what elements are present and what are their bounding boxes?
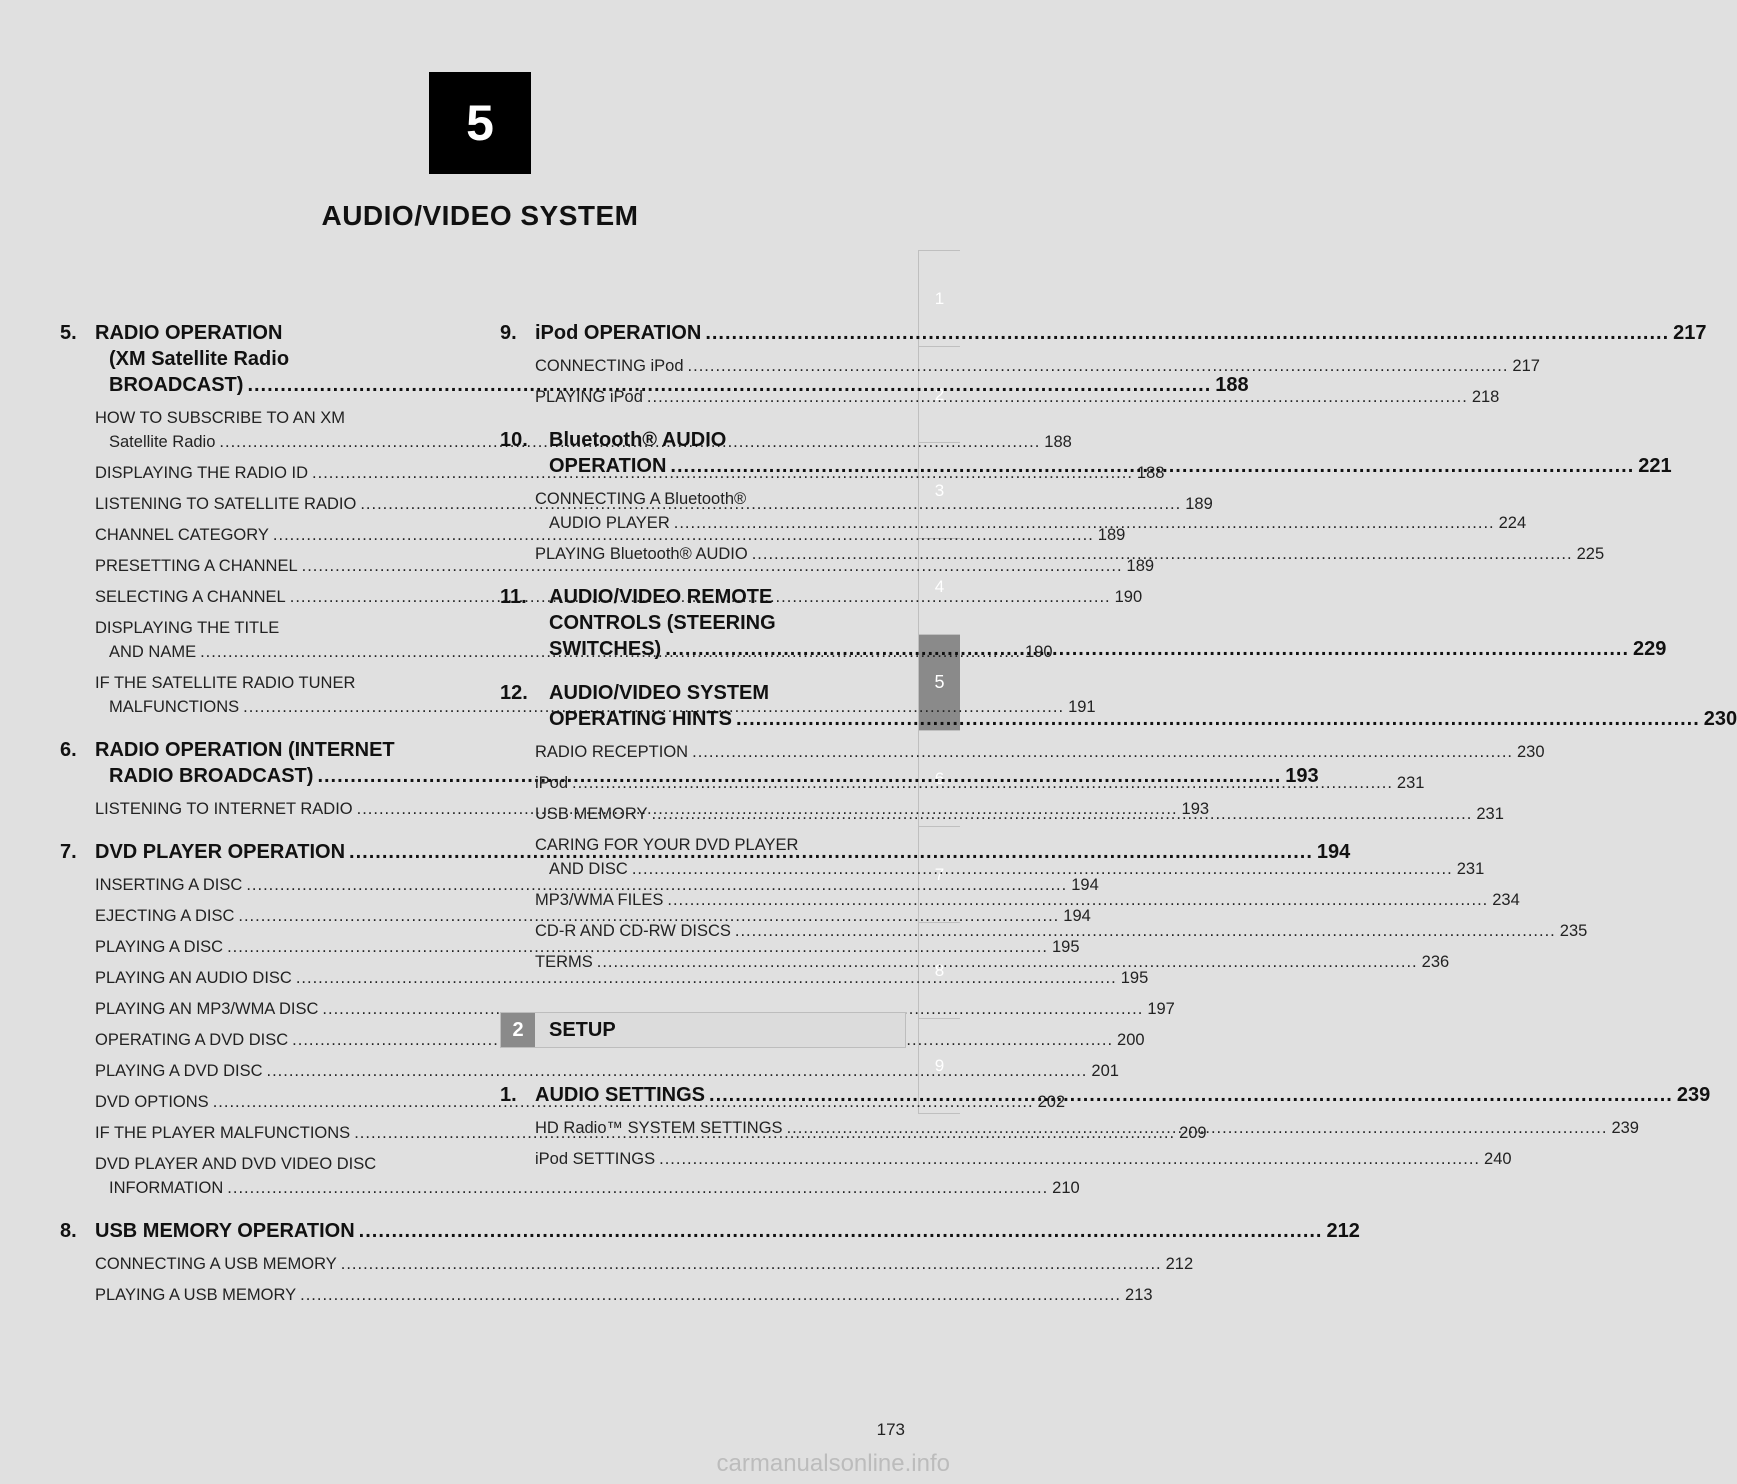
toc-entry-title: SWITCHES) bbox=[549, 638, 662, 660]
toc-leader-row bbox=[95, 1176, 1080, 1200]
chapter-tab-9: 9 bbox=[918, 1018, 960, 1114]
dot-leader bbox=[359, 1220, 1323, 1242]
toc-page-ref: 218 bbox=[1471, 388, 1500, 406]
toc-entry-title: USB MEMORY bbox=[535, 805, 648, 823]
section-number: 5. bbox=[60, 322, 77, 344]
chapter-title: AUDIO/VIDEO SYSTEM bbox=[321, 200, 639, 231]
toc-entry-title: PLAYING A DVD DISC bbox=[95, 1062, 263, 1080]
toc-leader-row bbox=[95, 873, 1099, 897]
toc-entry-title: CONNECTING A USB MEMORY bbox=[95, 1255, 337, 1273]
toc-section bbox=[60, 1218, 1360, 1307]
toc-page-ref: 239 bbox=[1611, 1119, 1639, 1137]
dot-leader bbox=[787, 1116, 1608, 1140]
section-items bbox=[60, 1252, 1194, 1307]
toc-entry-title: LISTENING TO SATELLITE RADIO bbox=[95, 495, 357, 513]
toc-entry-title: DVD OPTIONS bbox=[95, 1093, 209, 1111]
toc-page-ref: 188 bbox=[1136, 464, 1165, 482]
toc-entry-title: AND DISC bbox=[549, 860, 628, 878]
section-number: 8. bbox=[60, 1220, 77, 1242]
chapter-tab-3: 3 bbox=[918, 442, 960, 538]
section-heading-line: RADIO OPERATION bbox=[95, 322, 283, 344]
toc-entry-title: INSERTING A DISC bbox=[95, 876, 243, 894]
toc-entry-title: PLAYING Bluetooth® AUDIO bbox=[535, 545, 748, 563]
toc-page-ref: 230 bbox=[1517, 743, 1545, 761]
toc-entry-title: LISTENING TO INTERNET RADIO bbox=[95, 800, 353, 818]
toc-page-ref: 240 bbox=[1484, 1150, 1512, 1168]
toc-entry-first-line: IF THE SATELLITE RADIO TUNER bbox=[95, 674, 356, 692]
toc-entry-title: INFORMATION bbox=[109, 1179, 224, 1197]
toc-entry-title: PLAYING A DISC bbox=[95, 938, 224, 956]
toc-entry-title: OPERATION bbox=[549, 455, 667, 477]
toc-entry-title: CD-R AND CD-RW DISCS bbox=[535, 922, 731, 940]
toc-page-ref: 188 bbox=[1215, 374, 1249, 396]
toc-entry-title: iPod OPERATION bbox=[535, 322, 702, 344]
chapter-tab-6: 6 bbox=[918, 730, 960, 826]
toc-page-ref: 212 bbox=[1165, 1255, 1194, 1273]
chapter-tab-2: 2 bbox=[918, 346, 960, 442]
chapter-tab-7: 7 bbox=[918, 826, 960, 922]
toc-page-ref: 195 bbox=[1120, 969, 1149, 987]
toc-leader-row bbox=[535, 857, 1485, 881]
section-number: 6. bbox=[60, 739, 77, 761]
toc-leader-row bbox=[95, 1218, 1360, 1244]
toc-page-ref: 217 bbox=[1512, 357, 1540, 375]
section-number: 1. bbox=[500, 1084, 517, 1106]
section-heading bbox=[60, 1218, 1360, 1244]
section-number: 12. bbox=[500, 682, 528, 704]
toc-leader-row bbox=[535, 950, 1450, 974]
toc-entry bbox=[95, 1252, 1194, 1276]
toc-entry-first-line: DVD PLAYER AND DVD VIDEO DISC bbox=[95, 1155, 377, 1173]
toc-entry-title: PLAYING iPod bbox=[535, 388, 643, 406]
toc-entry bbox=[95, 904, 1091, 928]
toc-leader-row bbox=[95, 1059, 1119, 1083]
toc-page-ref: 235 bbox=[1559, 922, 1588, 940]
toc-entry bbox=[535, 740, 1545, 764]
toc-page-ref: 200 bbox=[1117, 1031, 1145, 1049]
setup-number-badge: 2 bbox=[501, 1013, 535, 1047]
toc-entry-title: USB MEMORY OPERATION bbox=[95, 1220, 355, 1242]
toc-entry bbox=[535, 950, 1450, 974]
dot-leader bbox=[651, 802, 1472, 826]
toc-page-ref: 189 bbox=[1185, 495, 1213, 513]
chapter-tab-1: 1 bbox=[918, 250, 960, 346]
toc-page-ref: 194 bbox=[1316, 841, 1351, 863]
dot-leader bbox=[341, 1252, 1162, 1276]
toc-leader-row bbox=[535, 354, 1540, 378]
toc-entry-title: OPERATING A DVD DISC bbox=[95, 1031, 289, 1049]
toc-entry-title: OPERATING HINTS bbox=[549, 708, 732, 730]
dot-leader bbox=[647, 385, 1468, 409]
dot-leader bbox=[705, 322, 1669, 344]
toc-entry bbox=[535, 919, 1588, 943]
toc-page-ref: 239 bbox=[1676, 1084, 1711, 1106]
dot-leader bbox=[572, 771, 1393, 795]
toc-entry-title: TERMS bbox=[535, 953, 593, 971]
toc-entry-title: PLAYING AN AUDIO DISC bbox=[95, 969, 292, 987]
toc-page-ref: 236 bbox=[1421, 953, 1450, 971]
toc-entry bbox=[95, 997, 1175, 1021]
toc-page-ref: 189 bbox=[1126, 557, 1155, 575]
toc-page-ref: 212 bbox=[1326, 1220, 1360, 1242]
toc-entry bbox=[95, 1283, 1153, 1307]
toc-page-ref: 221 bbox=[1638, 455, 1672, 477]
toc-entry-title: AUDIO PLAYER bbox=[549, 514, 670, 532]
toc-page-ref: 229 bbox=[1633, 638, 1667, 660]
section-heading bbox=[500, 320, 1707, 346]
watermark: carmanualsonline.info bbox=[716, 1450, 950, 1477]
setup-section-header bbox=[500, 1012, 906, 1048]
section-number: 7. bbox=[60, 841, 77, 863]
toc-page-ref: 193 bbox=[1181, 800, 1210, 818]
dot-leader bbox=[736, 708, 1700, 730]
dot-leader bbox=[632, 857, 1453, 881]
section-heading-line: Bluetooth® AUDIO bbox=[549, 429, 727, 451]
toc-entry-title: BROADCAST) bbox=[109, 374, 244, 396]
toc-page-ref: 189 bbox=[1097, 526, 1126, 544]
toc-leader-row bbox=[535, 320, 1707, 346]
toc-entry bbox=[535, 354, 1540, 378]
toc-entry-title: RADIO BROADCAST) bbox=[109, 765, 314, 787]
section-heading-line: CONTROLS (STEERING bbox=[549, 612, 776, 634]
toc-leader-row bbox=[95, 904, 1091, 928]
toc-leader-row bbox=[95, 935, 1080, 959]
toc-entry-title: EJECTING A DISC bbox=[95, 907, 235, 925]
toc-entry-title: PLAYING AN MP3/WMA DISC bbox=[95, 1000, 319, 1018]
toc-entry bbox=[95, 966, 1149, 990]
toc-page-ref: 190 bbox=[1114, 588, 1143, 606]
toc-entry-first-line: CARING FOR YOUR DVD PLAYER bbox=[535, 836, 799, 854]
dot-leader bbox=[692, 740, 1513, 764]
section-heading-line: RADIO OPERATION (INTERNET bbox=[95, 739, 395, 761]
toc-leader-row bbox=[95, 1283, 1153, 1307]
dot-leader bbox=[688, 354, 1509, 378]
dot-leader bbox=[670, 455, 1634, 477]
dot-leader bbox=[752, 542, 1573, 566]
toc-page-ref: 234 bbox=[1492, 891, 1520, 909]
toc-entry bbox=[535, 1147, 1512, 1171]
section-heading-line: AUDIO/VIDEO REMOTE bbox=[549, 586, 773, 608]
toc-page-ref: 191 bbox=[1068, 698, 1096, 716]
toc-page-ref: 230 bbox=[1703, 708, 1737, 730]
toc-page-ref: 193 bbox=[1285, 765, 1319, 787]
toc-page-ref: 224 bbox=[1498, 514, 1527, 532]
section-heading-line: AUDIO/VIDEO SYSTEM bbox=[549, 682, 770, 704]
dot-leader bbox=[665, 638, 1629, 660]
toc-page-ref: 213 bbox=[1125, 1286, 1153, 1304]
chapter-tab-4: 4 bbox=[918, 538, 960, 634]
toc-leader-row bbox=[535, 888, 1520, 912]
toc-entry bbox=[95, 935, 1080, 959]
toc-leader-row bbox=[535, 740, 1545, 764]
toc-page-ref: 217 bbox=[1673, 322, 1707, 344]
page-number: 173 bbox=[876, 1420, 905, 1439]
section-number: 10. bbox=[500, 429, 528, 451]
toc-page-ref: 195 bbox=[1051, 938, 1080, 956]
toc-entry-title: iPod bbox=[535, 774, 569, 792]
toc-page-ref: 190 bbox=[1024, 643, 1053, 661]
chapter-number-badge: 5 bbox=[429, 72, 531, 174]
toc-page-ref: 231 bbox=[1476, 805, 1504, 823]
dot-leader bbox=[597, 950, 1418, 974]
toc-entry-title: PRESETTING A CHANNEL bbox=[95, 557, 298, 575]
toc-entry-title: DVD PLAYER OPERATION bbox=[95, 841, 346, 863]
toc-entry-title: PLAYING A USB MEMORY bbox=[95, 1286, 297, 1304]
section-number: 11. bbox=[500, 586, 527, 608]
toc-entry bbox=[95, 873, 1099, 897]
dot-leader bbox=[674, 511, 1495, 535]
toc-entry-title: Satellite Radio bbox=[109, 433, 216, 451]
dot-leader bbox=[735, 919, 1556, 943]
toc-page-ref: 225 bbox=[1576, 545, 1605, 563]
toc-page-ref: 197 bbox=[1147, 1000, 1175, 1018]
toc-entry-title: AND NAME bbox=[109, 643, 197, 661]
toc-page-ref: 210 bbox=[1052, 1179, 1080, 1197]
toc-page-ref: 194 bbox=[1063, 907, 1091, 925]
toc-entry-title: AUDIO SETTINGS bbox=[535, 1084, 706, 1106]
section-heading-line: (XM Satellite Radio bbox=[109, 348, 290, 370]
section-number: 9. bbox=[500, 322, 517, 344]
toc-page-ref: 209 bbox=[1179, 1124, 1207, 1142]
dot-leader bbox=[659, 1147, 1480, 1171]
toc-page-ref: 201 bbox=[1091, 1062, 1119, 1080]
toc-page-ref: 194 bbox=[1071, 876, 1099, 894]
chapter-tab-5: 5 bbox=[918, 634, 960, 730]
toc-leader-row bbox=[95, 1252, 1194, 1276]
toc-entry-title: MALFUNCTIONS bbox=[109, 698, 240, 716]
toc-entry-title: HD Radio™ SYSTEM SETTINGS bbox=[535, 1119, 783, 1137]
toc-leader-row bbox=[95, 966, 1149, 990]
toc-leader-row bbox=[535, 919, 1588, 943]
toc-page-ref: 231 bbox=[1396, 774, 1425, 792]
toc-entry bbox=[535, 888, 1520, 912]
setup-label: SETUP bbox=[549, 1018, 616, 1041]
toc-entry-title: RADIO RECEPTION bbox=[535, 743, 689, 761]
toc-entry-title: DISPLAYING THE RADIO ID bbox=[95, 464, 309, 482]
toc-leader-row bbox=[95, 997, 1175, 1021]
toc-page-ref: 188 bbox=[1044, 433, 1072, 451]
dot-leader bbox=[300, 1283, 1121, 1307]
toc-entry bbox=[95, 1059, 1119, 1083]
dot-leader bbox=[709, 1084, 1673, 1106]
toc-entry-title: IF THE PLAYER MALFUNCTIONS bbox=[95, 1124, 351, 1142]
toc-entry-title: CHANNEL CATEGORY bbox=[95, 526, 269, 544]
toc-entry-title: SELECTING A CHANNEL bbox=[95, 588, 286, 606]
toc-page-ref: 202 bbox=[1037, 1093, 1066, 1111]
toc-entry-title: CONNECTING iPod bbox=[535, 357, 684, 375]
toc-leader-row bbox=[535, 1147, 1512, 1171]
toc-entry-first-line: DISPLAYING THE TITLE bbox=[95, 619, 280, 637]
dot-leader bbox=[667, 888, 1488, 912]
toc-entry-first-line: CONNECTING A Bluetooth® bbox=[535, 490, 747, 508]
toc-entry-first-line: HOW TO SUBSCRIBE TO AN XM bbox=[95, 409, 345, 427]
toc-entry-title: iPod SETTINGS bbox=[535, 1150, 656, 1168]
toc-page-ref: 231 bbox=[1456, 860, 1485, 878]
chapter-tab-8: 8 bbox=[918, 922, 960, 1018]
toc-entry-title: MP3/WMA FILES bbox=[535, 891, 664, 909]
